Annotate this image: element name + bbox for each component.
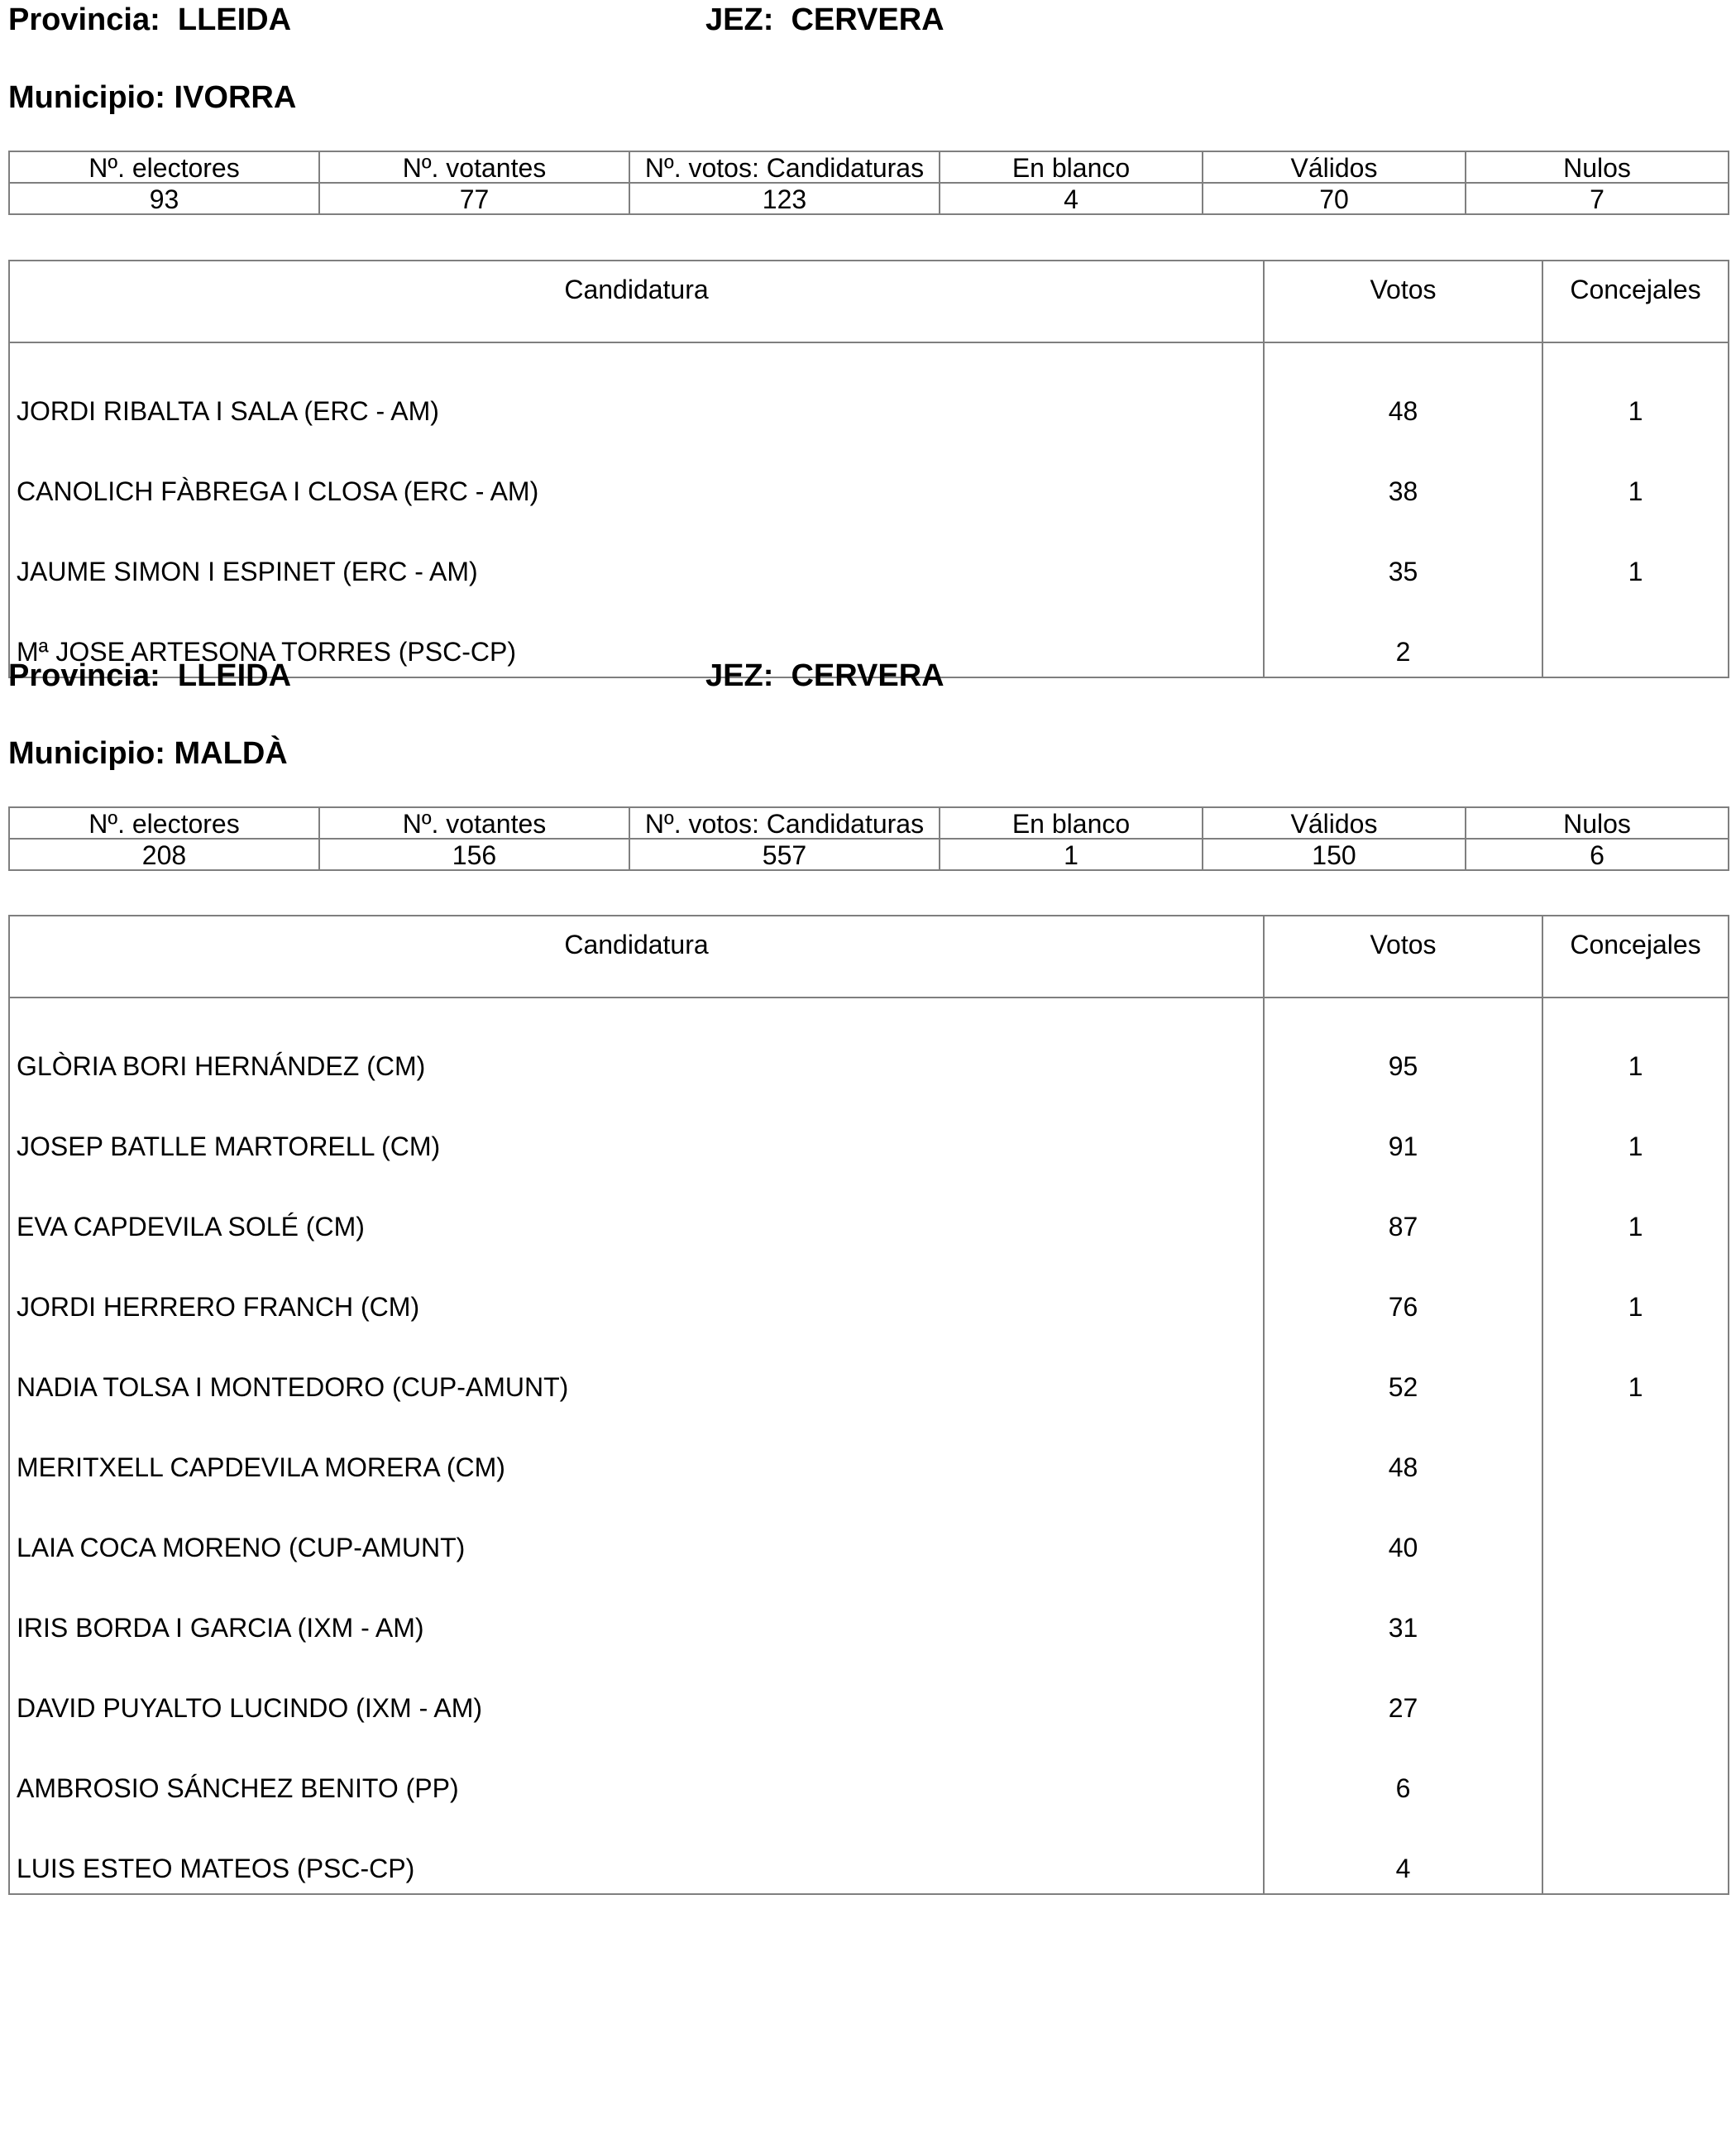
candidate-votes: 40: [1264, 1492, 1542, 1572]
candidates-header-row: [9, 261, 1729, 342]
candidates-table: [8, 260, 1729, 678]
candidate-votes: 38: [1264, 436, 1542, 516]
table-row: [9, 1412, 1729, 1492]
table-row: [9, 1091, 1729, 1171]
municipio-header: [8, 735, 288, 772]
stats-value: 4: [940, 183, 1203, 214]
table-row: [9, 1813, 1729, 1894]
candidate-votes: 4: [1264, 1813, 1542, 1894]
stats-header: Válidos: [1203, 807, 1466, 839]
candidate-votes: 27: [1264, 1653, 1542, 1733]
candidate-concejales: 1: [1542, 516, 1729, 596]
provincia-value: LLEIDA: [177, 2, 292, 37]
stats-header: Nº. electores: [9, 151, 319, 183]
candidate-name: JORDI HERRERO FRANCH (CM): [9, 1251, 1264, 1332]
candidate-votes: 48: [1264, 1412, 1542, 1492]
candidate-name: JOSEP BATLLE MARTORELL (CM): [9, 1091, 1264, 1171]
stats-value: 70: [1203, 183, 1466, 214]
stats-table: [8, 151, 1729, 215]
municipio-value: MALDÀ: [174, 736, 288, 771]
stats-value-row: [9, 183, 1729, 214]
table-row: [9, 1733, 1729, 1813]
stats-header: Nulos: [1466, 807, 1729, 839]
stats-header: Nº. votos: Candidaturas: [629, 151, 940, 183]
stats-header: Válidos: [1203, 151, 1466, 183]
candidate-name: CANOLICH FÀBREGA I CLOSA (ERC - AM): [9, 436, 1264, 516]
stats-header-row: [9, 151, 1729, 183]
provincia-header: [8, 2, 291, 38]
stats-header: Nº. votos: Candidaturas: [629, 807, 940, 839]
candidate-name: NADIA TOLSA I MONTEDORO (CUP-AMUNT): [9, 1332, 1264, 1412]
candidate-votes: 6: [1264, 1733, 1542, 1813]
candidates-table: [8, 915, 1729, 1895]
provincia-value: LLEIDA: [177, 658, 292, 693]
candidate-concejales: [1542, 1492, 1729, 1572]
provincia-label: Provincia:: [8, 2, 160, 37]
candidate-concejales: 1: [1542, 1251, 1729, 1332]
votos-header: Votos: [1264, 261, 1542, 342]
stats-header: Nulos: [1466, 151, 1729, 183]
provincia-label: Provincia:: [8, 658, 160, 693]
candidate-votes: 95: [1264, 998, 1542, 1091]
stats-value: 156: [319, 839, 629, 870]
municipio-label: Municipio:: [8, 80, 165, 115]
jez-value: CERVERA: [791, 2, 945, 37]
candidate-concejales: 1: [1542, 342, 1729, 436]
table-row: [9, 342, 1729, 436]
stats-header: En blanco: [940, 151, 1203, 183]
jez-header: [705, 658, 945, 694]
candidate-name: GLÒRIA BORI HERNÁNDEZ (CM): [9, 998, 1264, 1091]
candidate-name: JAUME SIMON I ESPINET (ERC - AM): [9, 516, 1264, 596]
candidate-concejales: 1: [1542, 1332, 1729, 1412]
candidates-header-row: [9, 916, 1729, 998]
stats-table: [8, 806, 1729, 871]
stats-value: 557: [629, 839, 940, 870]
candidate-concejales: 1: [1542, 1171, 1729, 1251]
candidate-concejales: [1542, 1412, 1729, 1492]
candidate-votes: 35: [1264, 516, 1542, 596]
candidate-concejales: 1: [1542, 1091, 1729, 1171]
table-row: [9, 436, 1729, 516]
stats-value: 1: [940, 839, 1203, 870]
table-row: [9, 1492, 1729, 1572]
candidate-concejales: 1: [1542, 436, 1729, 516]
jez-value: CERVERA: [791, 658, 945, 693]
candidate-name: DAVID PUYALTO LUCINDO (IXM - AM): [9, 1653, 1264, 1733]
table-row: [9, 1653, 1729, 1733]
candidate-name: MERITXELL CAPDEVILA MORERA (CM): [9, 1412, 1264, 1492]
concejales-header: Concejales: [1542, 916, 1729, 998]
candidate-name: Mª JOSE ARTESONA TORRES (PSC-CP): [9, 596, 1264, 677]
stats-value: 6: [1466, 839, 1729, 870]
candidate-name: IRIS BORDA I GARCIA (IXM - AM): [9, 1572, 1264, 1653]
municipio-label: Municipio:: [8, 736, 165, 771]
stats-header: Nº. votantes: [319, 807, 629, 839]
table-row: [9, 1332, 1729, 1412]
stats-value: 150: [1203, 839, 1466, 870]
candidate-concejales: 1: [1542, 998, 1729, 1091]
stats-value-row: [9, 839, 1729, 870]
candidate-concejales: [1542, 1653, 1729, 1733]
candidate-votes: 31: [1264, 1572, 1542, 1653]
jez-label: JEZ:: [705, 658, 774, 693]
candidate-votes: 2: [1264, 596, 1542, 677]
candidatura-header: Candidatura: [9, 916, 1264, 998]
stats-value: 93: [9, 183, 319, 214]
candidate-name: EVA CAPDEVILA SOLÉ (CM): [9, 1171, 1264, 1251]
table-row: [9, 998, 1729, 1091]
stats-header-row: [9, 807, 1729, 839]
stats-value: 123: [629, 183, 940, 214]
candidate-votes: 48: [1264, 342, 1542, 436]
candidate-concejales: [1542, 1813, 1729, 1894]
stats-header: Nº. electores: [9, 807, 319, 839]
jez-header: [705, 2, 945, 38]
stats-value: 7: [1466, 183, 1729, 214]
votos-header: Votos: [1264, 916, 1542, 998]
stats-header: En blanco: [940, 807, 1203, 839]
candidate-name: AMBROSIO SÁNCHEZ BENITO (PP): [9, 1733, 1264, 1813]
candidate-concejales: [1542, 1572, 1729, 1653]
stats-value: 208: [9, 839, 319, 870]
stats-value: 77: [319, 183, 629, 214]
table-row: [9, 1572, 1729, 1653]
candidate-concejales: [1542, 596, 1729, 677]
table-row: [9, 1171, 1729, 1251]
candidate-votes: 87: [1264, 1171, 1542, 1251]
candidate-name: JORDI RIBALTA I SALA (ERC - AM): [9, 342, 1264, 436]
table-row: [9, 516, 1729, 596]
candidate-name: LUIS ESTEO MATEOS (PSC-CP): [9, 1813, 1264, 1894]
candidate-concejales: [1542, 1733, 1729, 1813]
stats-header: Nº. votantes: [319, 151, 629, 183]
municipio-header: [8, 79, 296, 116]
municipio-value: IVORRA: [174, 80, 297, 115]
table-row: [9, 1251, 1729, 1332]
candidate-votes: 52: [1264, 1332, 1542, 1412]
concejales-header: Concejales: [1542, 261, 1729, 342]
jez-label: JEZ:: [705, 2, 774, 37]
candidate-votes: 76: [1264, 1251, 1542, 1332]
candidatura-header: Candidatura: [9, 261, 1264, 342]
candidate-name: LAIA COCA MORENO (CUP-AMUNT): [9, 1492, 1264, 1572]
provincia-header: [8, 658, 291, 694]
candidate-votes: 91: [1264, 1091, 1542, 1171]
